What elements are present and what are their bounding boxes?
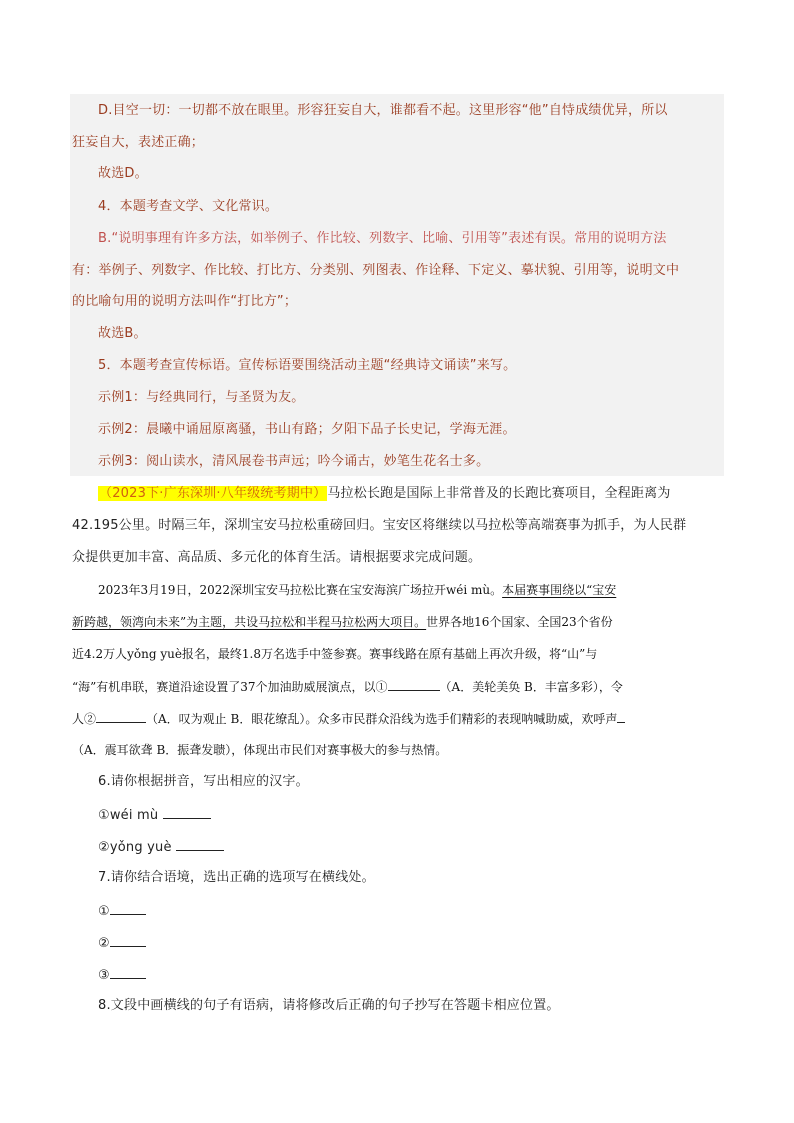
example-3: 示例3：阅山读水，清风展卷书声远；吟今诵古，妙笔生花名士多。 [98,454,490,469]
passage-line2 [72,614,613,630]
example-1: 示例1：与经典同行，与圣贤为友。 [98,390,305,405]
blank-2[interactable] [96,710,146,723]
q4-b-line1: B.“说明事理有许多方法，如举例子、作比较、列数字、比喻、引用等”表述有误。常用的说明方法 [98,231,667,246]
passage-l2-underlined: 新跨越，领湾向未来”为主题，共设马拉松和半程马拉松两大项目。 [72,615,427,629]
passage-l4-a: “海”有机串联，赛道沿途设置了37个加油助威展演点，以① [72,680,388,694]
choose-d: 故选D。 [98,166,148,181]
passage-l5-a: 人② [72,712,97,726]
d-option-line2: 狂妄自大，表述正确； [72,135,205,150]
q6-answer2-blank[interactable] [176,838,224,851]
q6-answer1-blank[interactable] [163,806,211,819]
q7-item2 [98,934,146,952]
passage-line4 [72,678,623,695]
example-2: 示例2：晨曦中诵屈原离骚，书山有路；夕阳下品子长史记，学海无涯。 [98,422,516,437]
q7-prompt: 7.请你结合语境，选出正确的选项写在横线处。 [98,870,375,885]
passage-line1 [98,582,616,598]
question-intro-line1 [98,486,671,502]
d-option-line1: D.目空一切：一切都不放在眼里。形容狂妄自大，谁都看不起。这里形容“他”自恃成绩优异，所以 [98,103,668,118]
q7-item3-label: ③ [98,968,110,983]
q4-b-line2: 有：举例子、列数字、作比较、打比方、分类别、列图表、作诠释、下定义、摹状貌、引用等，说明文中 [72,263,680,278]
choose-b: 故选B。 [98,326,147,341]
q7-item1-label: ① [98,904,110,919]
answer-explanation-box [70,94,724,476]
passage-l1-underlined: 本届赛事围绕以“宝安 [502,583,617,597]
question-intro-line2: 42.195公里。时隔三年，深圳宝安马拉松重磅回归。宝安区将继续以马拉松等高端赛事为抓手，为人民群 [72,518,687,533]
passage-line5 [72,710,625,727]
q6-prompt: 6.请你根据拼音，写出相应的汉字。 [98,774,309,789]
q4-intro: 4．本题考查文学、文化常识。 [98,199,279,214]
passage-l5-b: （A．叹为观止 B．眼花缭乱）。众多市民群众沿线为选手们精彩的表现呐喊助威，欢呼声 [146,712,618,726]
q4-b-line3: 的比喻句用的说明方法叫作“打比方”； [72,294,298,309]
intro-line1-rest: 马拉松长跑是国际上非常普及的长跑比赛项目，全程距离为 [327,486,671,501]
q6-item2-label: ②yǒng yuè [98,840,172,855]
q7-answer2-blank[interactable] [110,934,146,947]
passage-line6: （A．震耳欲聋 B．振聋发聩），体现出市民们对赛事极大的参与热情。 [72,743,448,757]
passage-l1-a: 2023年3月19日，2022深圳宝安马拉松比赛在宝安海滨广场拉开wéi mù。 [98,583,503,597]
q6-item1 [98,806,211,824]
q7-answer1-blank[interactable] [110,902,146,915]
q7-item2-label: ② [98,936,110,951]
q7-item1 [98,902,146,920]
q7-item3 [98,966,146,984]
q8-prompt: 8.文段中画横线的句子有语病，请将修改后正确的句子抄写在答题卡相应位置。 [98,998,560,1013]
source-tag: （2023下·广东深圳·八年级统考期中） [99,486,327,501]
blank-1[interactable] [388,678,440,691]
q6-item1-label: ①wéi mù [98,808,159,823]
q6-item2 [98,838,224,856]
q5-intro: 5．本题考查宣传标语。宣传标语要围绕活动主题“经典诗文诵读”来写。 [98,358,517,373]
q7-answer3-blank[interactable] [110,966,146,979]
passage-l4-b: （A．美轮美奂 B．丰富多彩），令 [439,680,623,694]
passage-l2-rest: 世界各地16个国家、全国23个省份 [426,615,613,629]
question-intro-line3: 众提供更加丰富、高品质、多元化的体育生活。请根据要求完成问题。 [72,550,482,565]
passage-line3: 近4.2万人yǒng yuè报名，最终1.8万名选手中签参赛。赛事线路在原有基础上再次升级，将“山”与 [72,647,598,661]
blank-3[interactable] [617,710,625,723]
